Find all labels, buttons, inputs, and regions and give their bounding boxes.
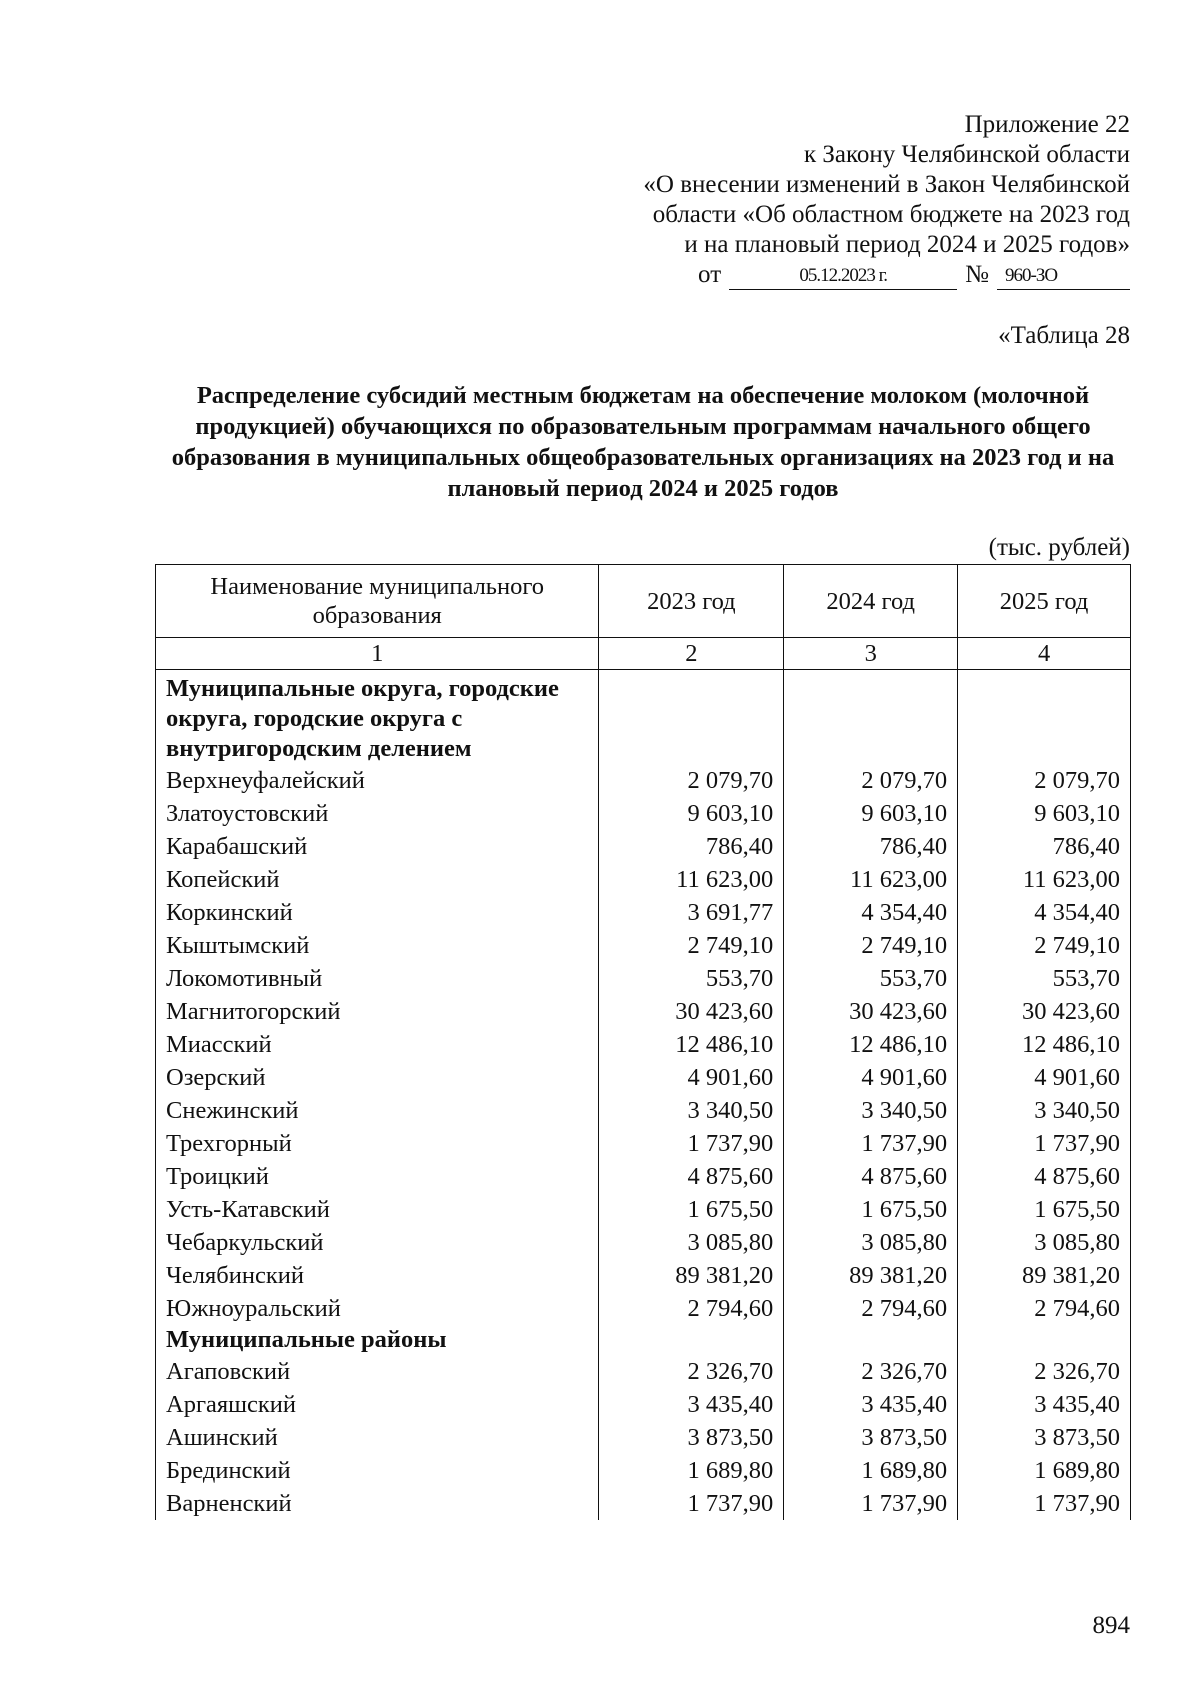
table-row <box>156 1292 1131 1325</box>
table-row <box>156 1094 1131 1127</box>
column-number-row <box>156 638 1131 670</box>
value-2024: 9 603,10 <box>784 797 958 830</box>
value-2025: 9 603,10 <box>958 797 1131 830</box>
municipality-name: Коркинский <box>156 896 599 929</box>
adoption-date: 05.12.2023 г. <box>729 263 957 290</box>
value-2024: 2 749,10 <box>784 929 958 962</box>
table-row <box>156 1160 1131 1193</box>
value-2025: 30 423,60 <box>958 995 1131 1028</box>
table-row <box>156 896 1131 929</box>
table-row <box>156 764 1131 797</box>
value-2025: 1 737,90 <box>958 1487 1131 1520</box>
value-2023: 30 423,60 <box>599 995 784 1028</box>
value-2023: 89 381,20 <box>599 1259 784 1292</box>
section-row <box>156 670 1131 765</box>
section-title: Муниципальные округа, городские округа, городские округа с внутригородским делением <box>156 670 599 765</box>
value-2023: 1 689,80 <box>599 1454 784 1487</box>
value-2025: 4 875,60 <box>958 1160 1131 1193</box>
value-2025: 2 749,10 <box>958 929 1131 962</box>
value-2024: 2 794,60 <box>784 1292 958 1325</box>
municipality-name: Верхнеуфалейский <box>156 764 599 797</box>
value-2025: 786,40 <box>958 830 1131 863</box>
table-row <box>156 830 1131 863</box>
table-row <box>156 962 1131 995</box>
header-municipality: Наименование муниципального образования <box>156 565 599 638</box>
value-2023: 3 691,77 <box>599 896 784 929</box>
table-row <box>156 929 1131 962</box>
header-line: «О внесении изменений в Закон Челябинской <box>643 171 1130 198</box>
table-row <box>156 1226 1131 1259</box>
value-2025: 1 689,80 <box>958 1454 1131 1487</box>
table-row <box>156 1454 1131 1487</box>
unit-label: (тыс. рублей) <box>988 534 1130 561</box>
value-2023: 9 603,10 <box>599 797 784 830</box>
value-2024: 2 326,70 <box>784 1355 958 1388</box>
value-2023: 11 623,00 <box>599 863 784 896</box>
date-prefix: от <box>698 261 722 288</box>
value-2023: 4 875,60 <box>599 1160 784 1193</box>
value-2025: 11 623,00 <box>958 863 1131 896</box>
value-2023: 553,70 <box>599 962 784 995</box>
value-2024: 1 675,50 <box>784 1193 958 1226</box>
value-2024: 3 435,40 <box>784 1388 958 1421</box>
header-2025: 2025 год <box>958 565 1131 638</box>
value-2025: 2 326,70 <box>958 1355 1131 1388</box>
date-number-line <box>490 260 1130 290</box>
section-title: Муниципальные районы <box>156 1325 599 1355</box>
value-2024: 11 623,00 <box>784 863 958 896</box>
table-row <box>156 1487 1131 1520</box>
header-line: к Закону Челябинской области <box>804 141 1130 168</box>
section-row <box>156 1325 1131 1355</box>
table-row <box>156 1127 1131 1160</box>
table-header-row <box>156 565 1131 638</box>
appendix-header <box>490 110 1130 290</box>
municipality-name: Агаповский <box>156 1355 599 1388</box>
value-2023: 4 901,60 <box>599 1061 784 1094</box>
value-2025: 2 794,60 <box>958 1292 1131 1325</box>
value-2024: 2 079,70 <box>784 764 958 797</box>
value-2023: 1 675,50 <box>599 1193 784 1226</box>
value-2025: 2 079,70 <box>958 764 1131 797</box>
value-2025: 3 085,80 <box>958 1226 1131 1259</box>
value-2024: 1 737,90 <box>784 1487 958 1520</box>
value-2024: 1 737,90 <box>784 1127 958 1160</box>
municipality-name: Кыштымский <box>156 929 599 962</box>
number-prefix: № <box>965 261 989 288</box>
value-2023: 2 794,60 <box>599 1292 784 1325</box>
column-number: 2 <box>599 638 784 670</box>
municipality-name: Карабашский <box>156 830 599 863</box>
value-2024: 553,70 <box>784 962 958 995</box>
value-2023: 12 486,10 <box>599 1028 784 1061</box>
table-row <box>156 1061 1131 1094</box>
value-2025: 553,70 <box>958 962 1131 995</box>
municipality-name: Челябинский <box>156 1259 599 1292</box>
value-2024: 4 875,60 <box>784 1160 958 1193</box>
municipality-name: Чебаркульский <box>156 1226 599 1259</box>
municipality-name: Аргаяшский <box>156 1388 599 1421</box>
value-2023: 3 340,50 <box>599 1094 784 1127</box>
municipality-name: Трехгорный <box>156 1127 599 1160</box>
municipality-name: Усть-Катавский <box>156 1193 599 1226</box>
value-2024: 4 901,60 <box>784 1061 958 1094</box>
law-number: 960-ЗО <box>997 263 1130 290</box>
header-2023: 2023 год <box>599 565 784 638</box>
value-2024: 786,40 <box>784 830 958 863</box>
value-2023: 786,40 <box>599 830 784 863</box>
municipality-name: Магнитогорский <box>156 995 599 1028</box>
value-2023: 2 079,70 <box>599 764 784 797</box>
municipality-name: Южноуральский <box>156 1292 599 1325</box>
value-2023: 2 749,10 <box>599 929 784 962</box>
value-2025: 4 901,60 <box>958 1061 1131 1094</box>
municipality-name: Троицкий <box>156 1160 599 1193</box>
table-row <box>156 1259 1131 1292</box>
municipality-name: Копейский <box>156 863 599 896</box>
column-number: 3 <box>784 638 958 670</box>
table-row <box>156 1388 1131 1421</box>
value-2025: 12 486,10 <box>958 1028 1131 1061</box>
page-number: 894 <box>1092 1612 1130 1639</box>
value-2024: 89 381,20 <box>784 1259 958 1292</box>
value-2023: 1 737,90 <box>599 1487 784 1520</box>
table-row <box>156 863 1131 896</box>
table-reference: «Таблица 28 <box>998 322 1130 349</box>
municipality-name: Ашинский <box>156 1421 599 1454</box>
table-row <box>156 1355 1131 1388</box>
value-2023: 2 326,70 <box>599 1355 784 1388</box>
table-body <box>156 670 1131 1521</box>
municipality-name: Варненский <box>156 1487 599 1520</box>
table-row <box>156 797 1131 830</box>
value-2023: 3 085,80 <box>599 1226 784 1259</box>
value-2023: 3 435,40 <box>599 1388 784 1421</box>
header-line: Приложение 22 <box>964 111 1130 138</box>
table-row <box>156 1421 1131 1454</box>
value-2024: 30 423,60 <box>784 995 958 1028</box>
value-2024: 12 486,10 <box>784 1028 958 1061</box>
table-row <box>156 1193 1131 1226</box>
value-2024: 3 085,80 <box>784 1226 958 1259</box>
header-line: области «Об областном бюджете на 2023 год <box>652 201 1130 228</box>
value-2025: 1 675,50 <box>958 1193 1131 1226</box>
table-row <box>156 995 1131 1028</box>
value-2024: 4 354,40 <box>784 896 958 929</box>
value-2025: 3 340,50 <box>958 1094 1131 1127</box>
value-2024: 3 873,50 <box>784 1421 958 1454</box>
value-2025: 89 381,20 <box>958 1259 1131 1292</box>
subsidy-table <box>155 564 1131 1520</box>
header-2024: 2024 год <box>784 565 958 638</box>
value-2025: 4 354,40 <box>958 896 1131 929</box>
header-line: и на плановый период 2024 и 2025 годов» <box>684 231 1130 258</box>
municipality-name: Брединский <box>156 1454 599 1487</box>
value-2024: 1 689,80 <box>784 1454 958 1487</box>
municipality-name: Снежинский <box>156 1094 599 1127</box>
value-2025: 1 737,90 <box>958 1127 1131 1160</box>
municipality-name: Миасский <box>156 1028 599 1061</box>
value-2025: 3 435,40 <box>958 1388 1131 1421</box>
column-number: 1 <box>156 638 599 670</box>
value-2023: 1 737,90 <box>599 1127 784 1160</box>
value-2024: 3 340,50 <box>784 1094 958 1127</box>
municipality-name: Озерский <box>156 1061 599 1094</box>
value-2023: 3 873,50 <box>599 1421 784 1454</box>
table-row <box>156 1028 1131 1061</box>
document-title: Распределение субсидий местным бюджетам на обеспечение молоком (молочной продукцией) обучающихся по образовательным программам начального общего образования в муниципальных общеобразовательных организациях на 2023 год и на плановый период 2024 и 2025 годов <box>171 382 1115 502</box>
column-number: 4 <box>958 638 1131 670</box>
municipality-name: Златоустовский <box>156 797 599 830</box>
value-2025: 3 873,50 <box>958 1421 1131 1454</box>
municipality-name: Локомотивный <box>156 962 599 995</box>
